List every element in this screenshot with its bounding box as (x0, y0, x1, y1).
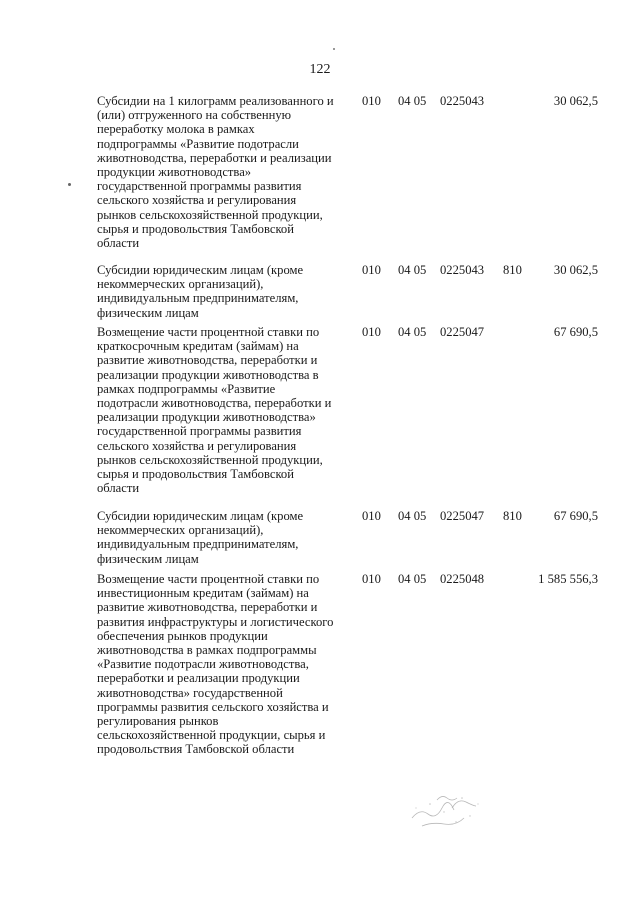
description-line: «Развитие подотрасли животноводства, (97, 657, 309, 672)
description-line: рынков сельскохозяйственной продукции, (97, 452, 323, 467)
description-line: Субсидии юридическим лицам (кроме (97, 263, 304, 277)
description-line: развития инфраструктуры и логистического (97, 614, 334, 629)
section-code: 04 05 (398, 509, 427, 523)
description-line: Возмещение части процентной ставки по (97, 572, 320, 586)
amount: 1 585 556,3 (538, 572, 598, 586)
description-line: развитие животноводства, переработки и (97, 600, 318, 615)
ministry-code: 010 (362, 572, 381, 586)
description-line: рамках подпрограммы «Развитие (97, 381, 276, 396)
ministry-code: 010 (362, 325, 381, 339)
description-line: реализации продукции животноводства в (97, 367, 319, 382)
section-code: 04 05 (398, 325, 427, 339)
description-line: животноводства» государственной (97, 685, 283, 700)
ministry-code: 010 (362, 509, 381, 523)
description-line: рынков сельскохозяйственной продукции, (97, 207, 323, 222)
target-article-code: 0225047 (440, 509, 485, 523)
description-line: физическим лицам (97, 305, 199, 320)
description-line: сырья и продовольствия Тамбовской (97, 221, 294, 236)
description-line: обеспечения рынков продукции (97, 628, 268, 643)
description-line: краткосрочным кредитам (займам) на (97, 339, 299, 354)
description-line: физическим лицам (97, 551, 199, 566)
description-line: Субсидии на 1 килограмм реализованного и (97, 94, 334, 108)
description-line: некоммерческих организаций), (97, 523, 264, 538)
scan-dot (68, 183, 71, 186)
description-line: продовольствия Тамбовской области (97, 742, 295, 757)
signature-stamp (392, 778, 502, 838)
row-description (97, 509, 351, 566)
target-article-code: 0225043 (440, 263, 485, 277)
amount: 30 062,5 (553, 94, 598, 108)
section-code: 04 05 (398, 94, 427, 108)
description-line: подотрасли животноводства, переработки и (97, 396, 332, 411)
description-line: области (97, 236, 140, 251)
description-line: индивидуальным предпринимателям, (97, 291, 299, 306)
description-line: (или) отгруженного на собственную (97, 108, 292, 123)
description-line: сырья и продовольствия Тамбовской (97, 467, 294, 482)
description-line: Субсидии юридическим лицам (кроме (97, 509, 304, 523)
description-line: сельского хозяйства и регулирования (97, 193, 297, 208)
target-article-code: 0225043 (440, 94, 485, 108)
description-line: государственной программы развития (97, 424, 302, 439)
description-line: реализации продукции животноводства» (97, 410, 316, 425)
description-line: подпрограммы «Развитие подотрасли (97, 136, 299, 151)
description-line: государственной программы развития (97, 179, 302, 194)
description-line: переработку молока в рамках (97, 122, 255, 137)
description-line: регулирования рынков (97, 714, 219, 729)
amount: 67 690,5 (553, 325, 598, 339)
target-article-code: 0225047 (440, 325, 485, 339)
amount: 67 690,5 (553, 509, 598, 523)
description-line: инвестиционным кредитам (займам) на (97, 586, 309, 601)
description-line: индивидуальным предпринимателям, (97, 537, 299, 552)
description-line: животноводства в рамках подпрограммы (97, 643, 317, 658)
description-line: некоммерческих организаций), (97, 277, 264, 292)
row-description (97, 94, 351, 250)
description-line: сельского хозяйства и регулирования (97, 438, 297, 453)
description-line: переработки и реализации продукции (97, 671, 300, 686)
description-line: программы развития сельского хозяйства и (97, 699, 329, 714)
page-number: 122 (309, 62, 331, 77)
ministry-code: 010 (362, 94, 381, 108)
description-line: животноводства, переработки и реализации (97, 150, 332, 165)
expense-type-code: 810 (503, 509, 522, 523)
description-line: области (97, 481, 140, 496)
expense-type-code: 810 (503, 263, 522, 277)
row-description (97, 325, 351, 495)
description-line: продукции животноводства» (97, 165, 252, 180)
amount: 30 062,5 (553, 263, 598, 277)
scan-mark (333, 48, 335, 50)
description-line: Возмещение части процентной ставки по (97, 325, 320, 339)
row-description (97, 263, 351, 320)
description-line: сельскохозяйственной продукции, сырья и (97, 728, 326, 743)
section-code: 04 05 (398, 263, 427, 277)
target-article-code: 0225048 (440, 572, 485, 586)
ministry-code: 010 (362, 263, 381, 277)
section-code: 04 05 (398, 572, 427, 586)
description-line: развитие животноводства, переработки и (97, 353, 318, 368)
row-description (97, 572, 351, 757)
